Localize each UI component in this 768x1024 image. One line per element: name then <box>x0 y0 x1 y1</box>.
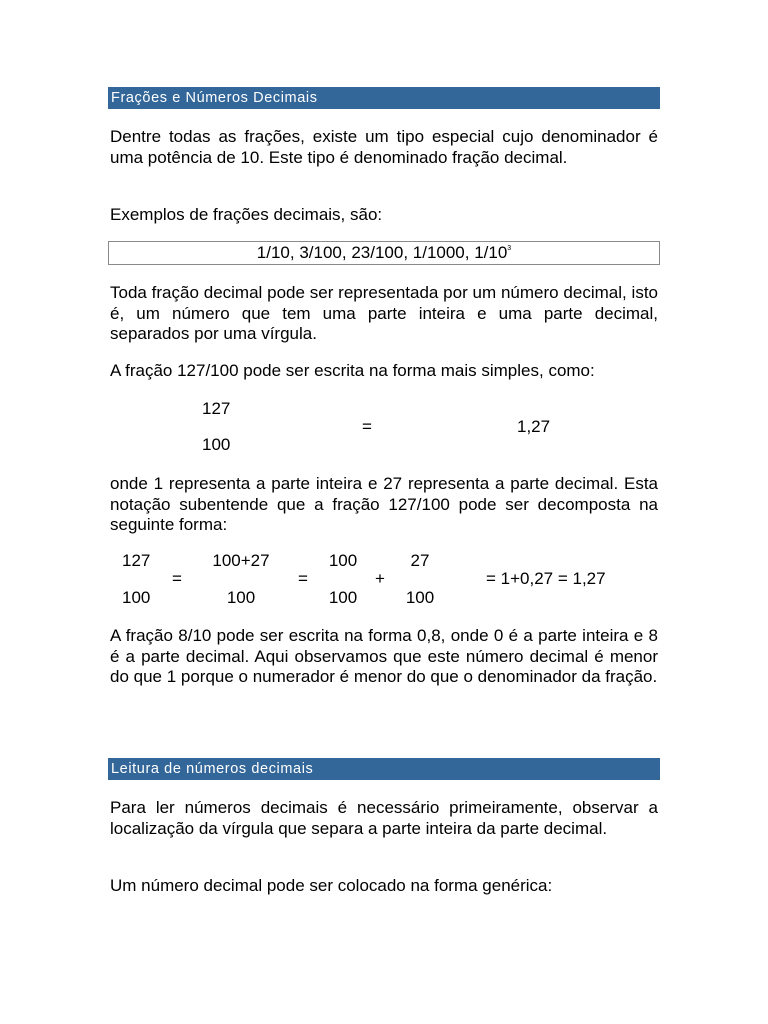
paragraph-para-ler: Para ler números decimais é necessário primeiramente, observar a localização da vírgula que separa a parte inteira da parte decimal. <box>110 798 658 838</box>
eq2-fraction4-denominator: 100 <box>405 588 435 607</box>
eq2-fraction4-numerator: 27 <box>410 551 430 570</box>
eq2-fraction2-numerator: 100+27 <box>212 551 270 570</box>
eq1-numerator: 127 <box>202 399 231 418</box>
eq1-result: 1,27 <box>517 417 551 436</box>
eq2-fraction2-denominator: 100 <box>226 588 256 607</box>
paragraph-intro: Dentre todas as frações, existe um tipo especial cujo denominador é uma potência de 10. Este tipo é denominado fração decimal. <box>110 127 658 167</box>
examples-exponent: 3 <box>507 245 512 252</box>
section-title: Frações e Números Decimais <box>111 90 318 106</box>
section-header-fracoes <box>108 87 660 109</box>
eq2-fraction3-denominator: 100 <box>328 588 358 607</box>
eq2-fraction3-numerator: 100 <box>328 551 358 570</box>
eq2-plus-sign: + <box>375 569 385 588</box>
examples-text: 1/10, 3/100, 23/100, 1/1000, 1/10 <box>256 243 508 262</box>
examples-label: Exemplos de frações decimais, são: <box>110 205 383 224</box>
paragraph-forma-generica: Um número decimal pode ser colocado na forma genérica: <box>110 876 553 895</box>
eq2-result: = 1+0,27 = 1,27 <box>486 569 606 588</box>
eq2-fraction1-numerator: 127 <box>122 551 151 570</box>
paragraph-onde: onde 1 representa a parte inteira e 27 representa a parte decimal. Esta notação subentende que a fração 127/100 pode ser decomposta na seguinte forma: <box>110 474 658 534</box>
eq1-equals-sign: = <box>362 417 372 436</box>
examples-box <box>108 241 660 265</box>
eq2-equals-sign-1: = <box>172 569 182 588</box>
eq2-fraction1-denominator: 100 <box>122 588 151 607</box>
eq2-equals-sign-2: = <box>298 569 308 588</box>
paragraph-a-fracao: A fração 127/100 pode ser escrita na forma mais simples, como: <box>110 361 595 380</box>
paragraph-fracao-8-10: A fração 8/10 pode ser escrita na forma 0,8, onde 0 é a parte inteira e 8 é a parte decimal. Aqui observamos que este número decimal é menor do que 1 porque o numerador é menor do que o denominador da fração. <box>110 626 658 686</box>
paragraph-toda-fracao: Toda fração decimal pode ser representada por um número decimal, isto é, um número que tem uma parte inteira e uma parte decimal, separados por uma vírgula. <box>110 283 658 343</box>
section-header-leitura <box>108 758 660 780</box>
eq1-denominator: 100 <box>202 435 231 454</box>
section-title: Leitura de números decimais <box>111 761 314 777</box>
